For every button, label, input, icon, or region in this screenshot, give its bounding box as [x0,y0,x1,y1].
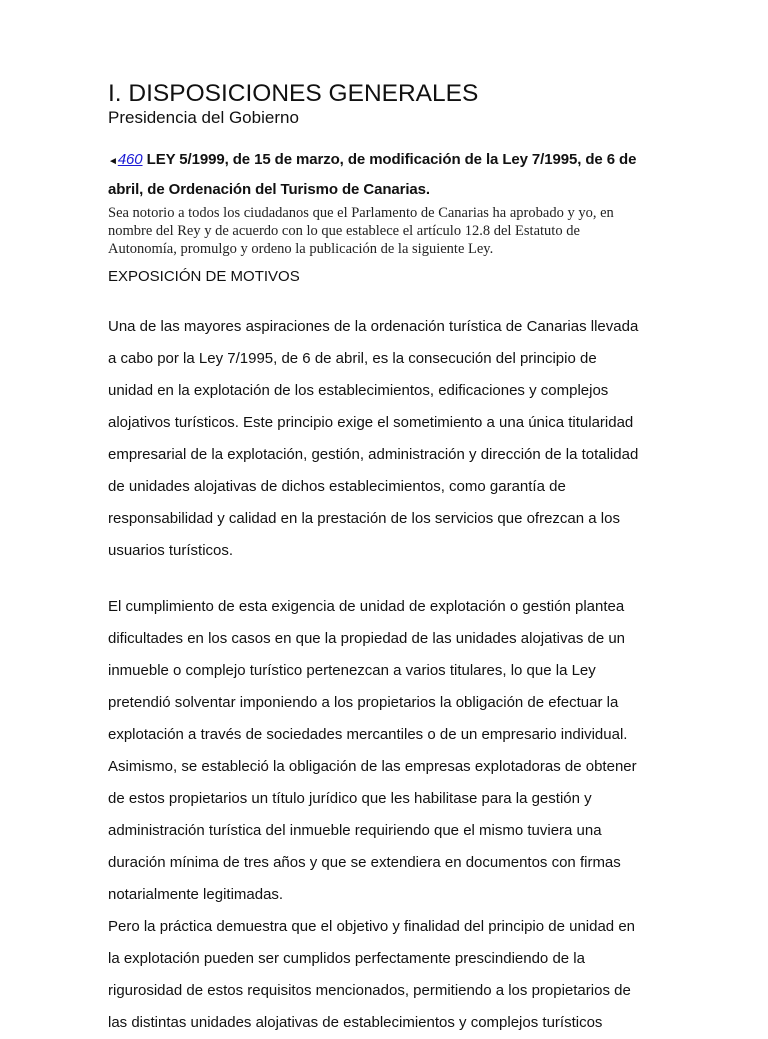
paragraph-line: notarialmente legitimadas. [108,886,284,903]
paragraph-line: de unidades alojativas de dichos establecimientos, como garantía de [108,478,566,495]
paragraph-line: explotación a través de sociedades mercantiles o de un empresario individual. [108,726,628,743]
paragraph [108,591,627,751]
paragraph-line: El cumplimiento de esta exigencia de unidad de explotación o gestión plantea [108,598,625,615]
intro-line: Autonomía, promulgo y ordeno la publicación de la siguiente Ley. [108,241,494,257]
paragraph-line: usuarios turísticos. [108,542,234,559]
paragraph-line: empresarial de la explotación, gestión, administración y dirección de la totalidad [108,446,639,463]
paragraph-line: Asimismo, se estableció la obligación de las empresas explotadoras de obtener [108,758,637,775]
paragraph-line: de estos propietarios un título jurídico que les habilitase para la gestión y [108,790,592,807]
paragraph [108,911,635,1039]
promulgation-text [108,204,614,258]
paragraph-line: dificultades en los casos en que la propiedad de las unidades alojativas de un [108,630,626,647]
section-title: EXPOSICIÓN DE MOTIVOS [108,268,300,285]
page-title: I. DISPOSICIONES GENERALES [108,80,479,107]
paragraph-line: responsabilidad y calidad en la prestación de los servicios que ofrezcan a los [108,510,620,527]
paragraph-line: a cabo por la Ley 7/1995, de 6 de abril, es la consecución del principio de [108,350,597,367]
paragraph-line: unidad en la explotación de los establecimientos, edificaciones y complejos [108,382,609,399]
paragraph-line: rigurosidad de estos requisitos mencionados, permitiendo a los propietarios de [108,982,631,999]
intro-line: nombre del Rey y de acuerdo con lo que establece el artículo 12.8 del Estatuto de [108,223,580,239]
paragraph-line: pretendió solventar imponiendo a los propietarios la obligación de efectuar la [108,694,619,711]
paragraph-line: Una de las mayores aspiraciones de la ordenación turística de Canarias llevada [108,318,639,335]
law-heading-line: abril, de Ordenación del Turismo de Canarias. [108,181,430,198]
paragraph-line: la explotación pueden ser cumplidos perfectamente prescindiendo de la [108,950,585,967]
paragraph-line: administración turística del inmueble requiriendo que el mismo tuviera una [108,822,602,839]
paragraph [108,311,638,567]
page-subtitle: Presidencia del Gobierno [108,108,299,127]
paragraph-line: las distintas unidades alojativas de establecimientos y complejos turísticos [108,1014,603,1031]
paragraph-line: alojativos turísticos. Este principio exige el sometimiento a una única titularidad [108,414,634,431]
intro-line: Sea notorio a todos los ciudadanos que el Parlamento de Canarias ha aprobado y yo, en [108,205,614,221]
paragraph-line: Pero la práctica demuestra que el objetivo y finalidad del principio de unidad en [108,918,635,935]
law-number-link[interactable]: 460 [117,151,143,168]
paragraph-line: inmueble o complejo turístico pertenezcan a varios titulares, lo que la Ley [108,662,596,679]
law-heading-line: LEY 5/1999, de 15 de marzo, de modificación de la Ley 7/1995, de 6 de [146,151,637,168]
back-arrow-icon[interactable]: ◄ [108,156,118,167]
law-heading [108,146,636,204]
paragraph-line: duración mínima de tres años y que se extendiera en documentos con firmas [108,854,621,871]
paragraph [108,751,637,911]
